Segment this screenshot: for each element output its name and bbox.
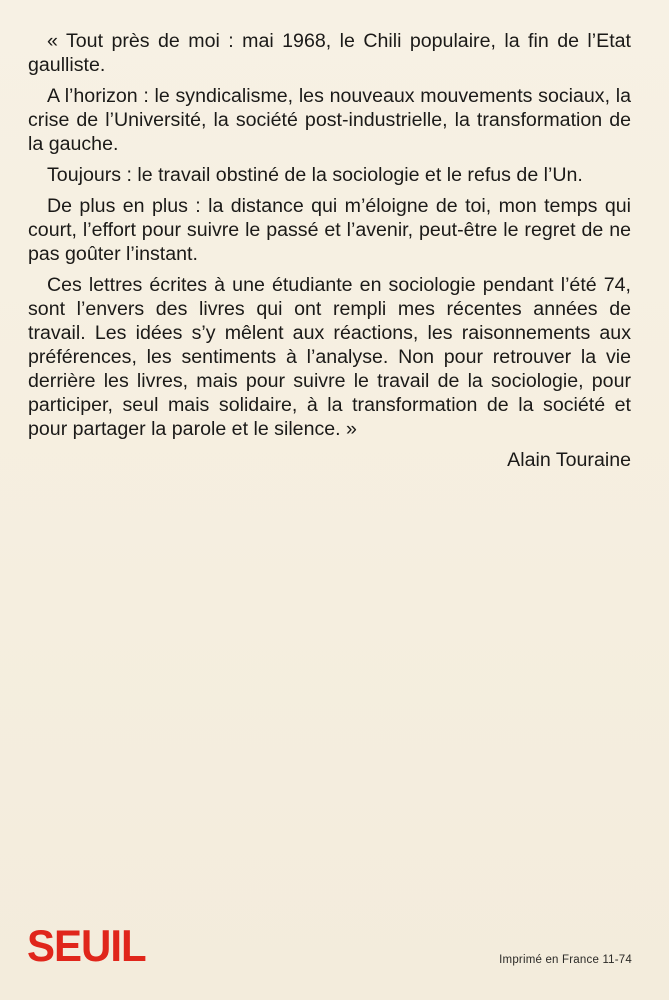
imprint-notice: Imprimé en France 11-74 <box>499 954 632 966</box>
blurb-paragraph-3: Toujours : le travail obstiné de la sociologie et le refus de l’Un. <box>47 164 583 186</box>
publisher-logo: SEUIL <box>27 920 146 971</box>
blurb-text <box>28 29 631 472</box>
blurb-paragraph-1: « Tout près de moi : mai 1968, le Chili populaire, la fin de l’Etat gaulliste. <box>28 30 631 76</box>
author-signature: Alain Touraine <box>507 449 631 471</box>
blurb-paragraph-4: De plus en plus : la distance qui m’éloigne de toi, mon temps qui court, l’effort pour suivre le passé et l’avenir, peut-être le regret de ne pas goûter l’instant. <box>28 195 631 265</box>
blurb-paragraph-5: Ces lettres écrites à une étudiante en sociologie pendant l’été 74, sont l’envers des livres qui ont rempli mes récentes années de travail. Les idées s’y mêlent aux réactions, les raisonnements aux préférences, les sentiments à l’analyse. Non pour retrouver la vie derrière les livres, mais pour suivre le travail de la sociologie, pour participer, seul mais solidaire, à la transformation de la société et pour partager la parole et le silence. » <box>28 274 631 440</box>
blurb-paragraph-2: A l’horizon : le syndicalisme, les nouveaux mouvements sociaux, la crise de l’Université, la société post-industrielle, la transformation de la gauche. <box>28 85 631 155</box>
